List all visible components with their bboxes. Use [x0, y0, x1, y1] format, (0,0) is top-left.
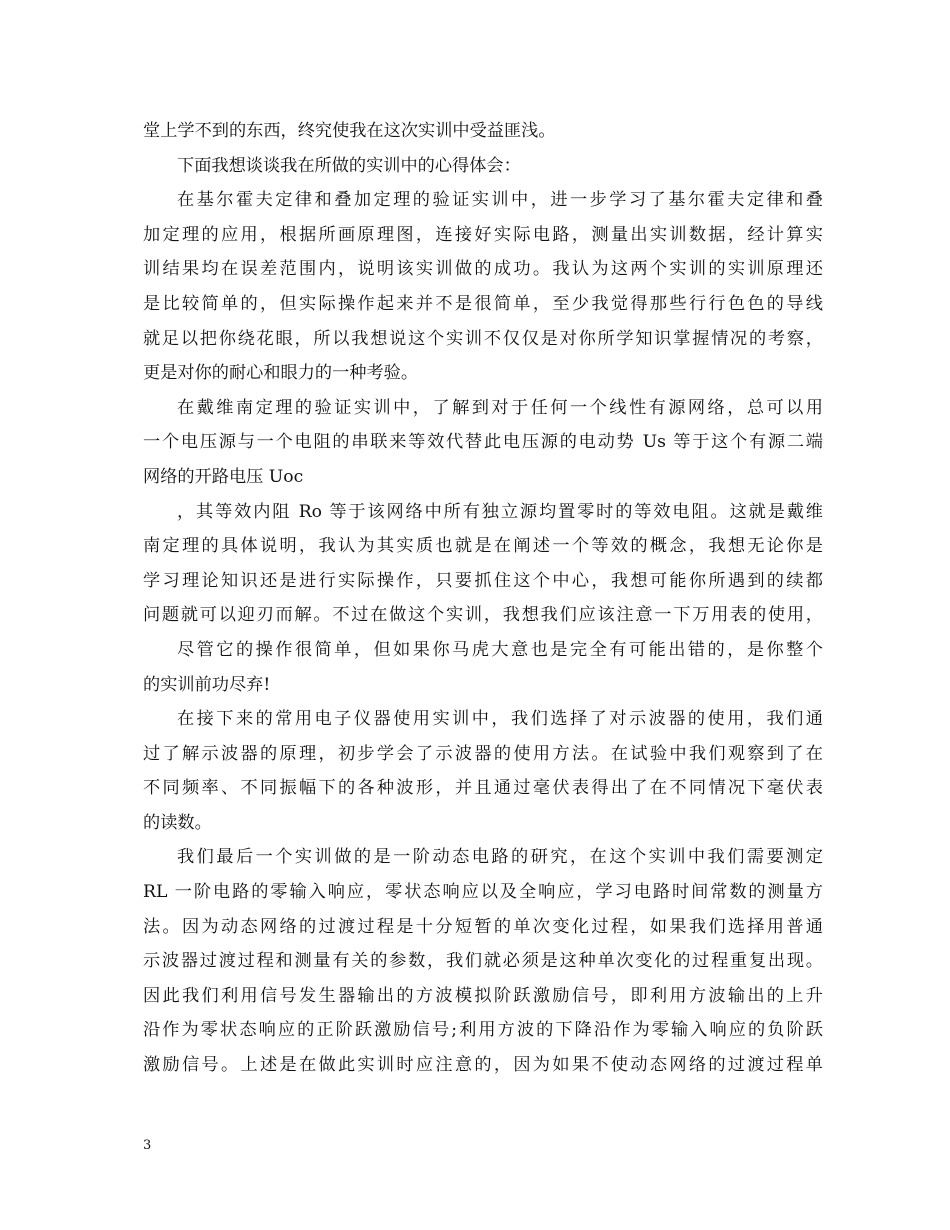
text-line: 激励信号。上述是在做此实训时应注意的，因为如果不使动态网络的过渡过程单: [143, 1055, 823, 1076]
text-line: RL 一阶电路的零输入响应，零状态响应以及全响应，学习电路时间常数的测量方: [143, 882, 823, 903]
text-line: 尽管它的操作很简单，但如果你马虎大意也是完全有可能出错的，是你整个: [177, 639, 823, 660]
text-line: 示波器过渡过程和测量有关的参数，我们就必须是这种单次变化的过程重复出现。: [143, 951, 823, 972]
text-line: 是比较简单的，但实际操作起来并不是很简单，至少我觉得那些行行色色的导线: [143, 293, 823, 314]
text-line: 南定理的具体说明，我认为其实质也就是在阐述一个等效的概念，我想无论你是: [143, 536, 823, 557]
text-line: 我们最后一个实训做的是一阶动态电路的研究，在这个实训中我们需要测定: [177, 847, 823, 868]
text-line: 下面我想谈谈我在所做的实训中的心得体会：: [177, 155, 521, 176]
text-line: 的读数。: [143, 812, 212, 833]
text-line: 因此我们利用信号发生器输出的方波模拟阶跃激励信号，即利用方波输出的上升: [143, 985, 823, 1006]
text-line: 学习理论知识还是进行实际操作，只要抓住这个中心，我想可能你所遇到的续都: [143, 570, 823, 591]
text-line: 沿作为零状态响应的正阶跃激励信号;利用方波的下降沿作为零输入响应的负阶跃: [143, 1020, 823, 1041]
text-line: 在戴维南定理的验证实训中，了解到对于任何一个线性有源网络，总可以用: [177, 397, 823, 418]
text-line: 一个电压源与一个电阻的串联来等效代替此电压源的电动势 Us 等于这个有源二端: [143, 432, 823, 453]
text-line: 过了解示波器的原理，初步学会了示波器的使用方法。在试验中我们观察到了在: [143, 743, 823, 764]
text-line: 网络的开路电压 Uoc: [143, 466, 304, 487]
text-line: ，其等效内阻 Ro 等于该网络中所有独立源均置零时的等效电阻。这就是戴维: [177, 501, 823, 522]
text-line: 在基尔霍夫定律和叠加定理的验证实训中，进一步学习了基尔霍夫定律和叠: [177, 190, 823, 211]
text-line: 法。因为动态网络的过渡过程是十分短暂的单次变化过程，如果我们选择用普通: [143, 916, 823, 937]
text-line: 训结果均在误差范围内，说明该实训做的成功。我认为这两个实训的实训原理还: [143, 259, 823, 280]
text-line: 加定理的应用，根据所画原理图，连接好实际电路，测量出实训数据，经计算实: [143, 224, 823, 245]
page-number: 3: [143, 1138, 152, 1153]
text-line: 在接下来的常用电子仪器使用实训中，我们选择了对示波器的使用，我们通: [177, 709, 823, 730]
text-line: 不同频率、不同振幅下的各种波形，并且通过毫伏表得出了在不同情况下毫伏表: [143, 778, 823, 799]
text-line: 堂上学不到的东西，终究使我在这次实训中受益匪浅。: [143, 121, 556, 141]
text-line: 问题就可以迎刃而解。不过在做这个实训，我想我们应该注意一下万用表的使用，: [143, 605, 823, 626]
text-line: 更是对你的耐心和眼力的一种考验。: [143, 363, 419, 384]
document-body: [143, 114, 823, 1083]
text-line: 的实训前功尽弃!: [143, 674, 271, 695]
text-line: 就足以把你绕花眼，所以我想说这个实训不仅仅是对你所学知识掌握情况的考察，: [143, 328, 823, 349]
